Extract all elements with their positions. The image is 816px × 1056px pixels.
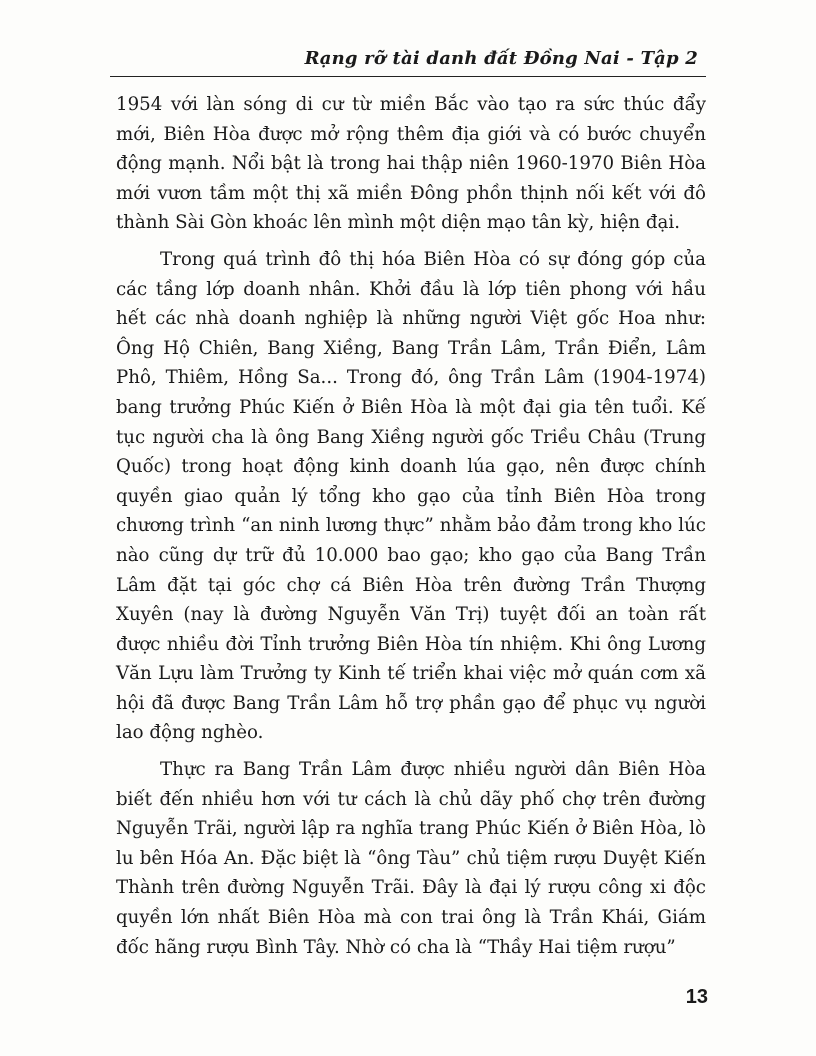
running-header <box>110 44 706 84</box>
page-number: 13 <box>685 986 708 1008</box>
running-header-title: Rạng rỡ tài danh đất Đồng Nai - Tập 2 <box>304 48 698 69</box>
paragraph-1: 1954 với làn sóng di cư từ miền Bắc vào tạo ra sức thúc đẩy mới, Biên Hòa được mở rộng thêm địa giới và có bước chuyển động mạnh. Nổi bật là trong hai thập niên 1960-1970 Biên Hòa mới vươn tầm một thị xã miền Đông phồn thịnh nối kết với đô thành Sài Gòn khoác lên mình một diện mạo tân kỳ, hiện đại. <box>116 94 706 234</box>
header-rule <box>110 76 706 77</box>
body-text <box>116 90 706 962</box>
paragraph-3: Thực ra Bang Trần Lâm được nhiều người dân Biên Hòa biết đến nhiều hơn với tư cách là chủ dãy phố chợ trên đường Nguyễn Trãi, người lập ra nghĩa trang Phúc Kiến ở Biên Hòa, lò lu bên Hóa An. Đặc biệt là “ông Tàu” chủ tiệm rượu Duyệt Kiến Thành trên đường Nguyễn Trãi. Đây là đại lý rượu công xi độc quyền lớn nhất Biên Hòa mà con trai ông là Trần Khái, Giám đốc hãng rượu Bình Tây. Nhờ có cha là “Thầy Hai tiệm rượu” <box>116 759 706 958</box>
paragraph-2: Trong quá trình đô thị hóa Biên Hòa có sự đóng góp của các tầng lớp doanh nhân. Khởi đầu là lớp tiên phong với hầu hết các nhà doanh nghiệp là những người Việt gốc Hoa như: Ông Hộ Chiên, Bang Xiềng, Bang Trần Lâm, Trần Điển, Lâm Phô, Thiêm, Hồng Sa... Trong đó, ông Trần Lâm (1904-1974) bang trưởng Phúc Kiến ở Biên Hòa là một đại gia tên tuổi. Kế tục người cha là ông Bang Xiềng người gốc Triều Châu (Trung Quốc) trong hoạt động kinh doanh lúa gạo, nên được chính quyền giao quản lý tổng kho gạo của tỉnh Biên Hòa trong chương trình “an ninh lương thực” nhằm bảo đảm trong kho lúc nào cũng dự trữ đủ 10.000 bao gạo; kho gạo của Bang Trần Lâm đặt tại góc chợ cá Biên Hòa trên đường Trần Thượng Xuyên (nay là đường Nguyễn Văn Trị) tuyệt đối an toàn rất được nhiều đời Tỉnh trưởng Biên Hòa tín nhiệm. Khi ông Lương Văn Lựu làm Trưởng ty Kinh tế triển khai việc mở quán cơm xã hội đã được Bang Trần Lâm hỗ trợ phần gạo để phục vụ người lao động nghèo. <box>116 248 706 744</box>
